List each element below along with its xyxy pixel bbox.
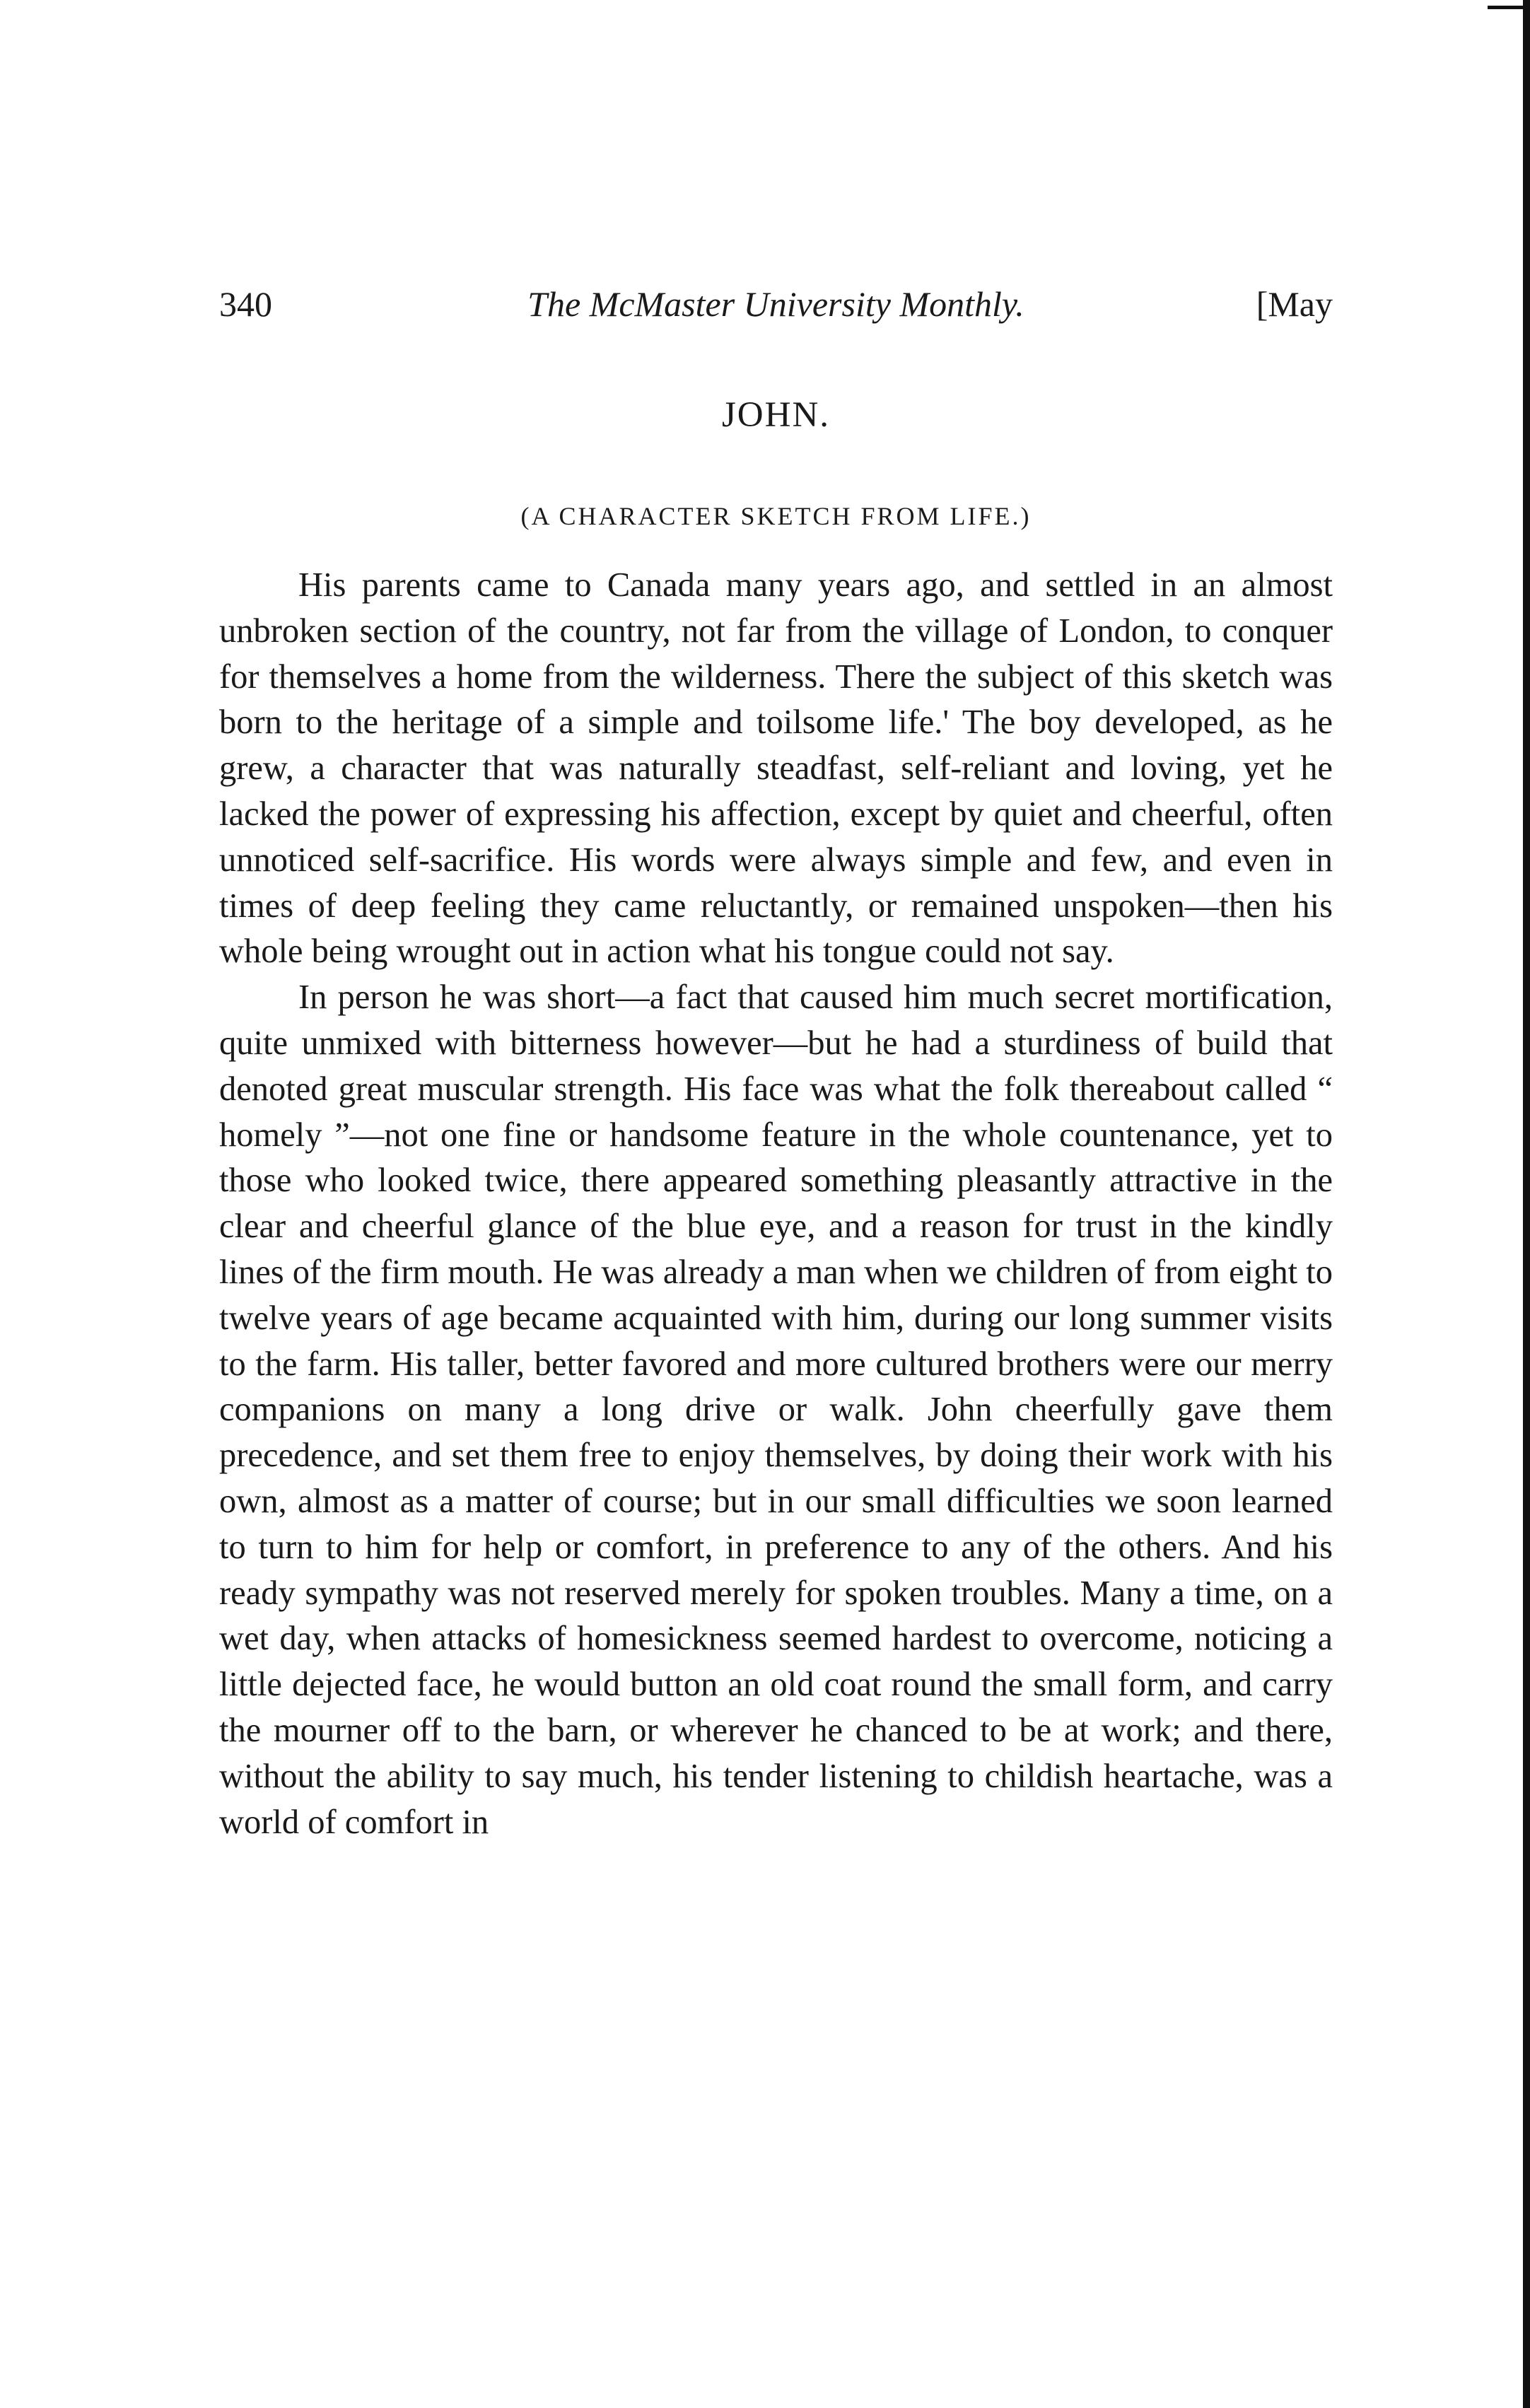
issue-month: [May (1256, 284, 1333, 324)
paragraph-1: His parents came to Canada many years ago, and settled in an almost unbroken section of the country, not far from the village of London, to conquer for themselves a home from the wilderness. There the subject of this sketch was born to the heritage of a simple and toilsome life.' The boy developed, as he grew, a character that was naturally steadfast, self-reliant and loving, yet he lacked the power of expressing his affection, except by quiet and cheerful, often unnoticed self-sacrifice. His words were always simple and few, and even in times of deep feeling they came reluctantly, or remained unspoken—then his whole being wrought out in action what his tongue could not say. (219, 566, 1333, 971)
scan-edge-line (1523, 0, 1530, 2408)
page-number: 340 (219, 284, 272, 324)
article-body (219, 563, 1333, 1845)
article-subtitle: (A CHARACTER SKETCH FROM LIFE.) (520, 502, 1032, 530)
paragraph-2: In person he was short—a fact that caused him much secret mortification, quite unmixed with bitterness however—but he had a sturdiness of build that denoted great muscular strength. His face was what the folk thereabout called “ homely ”—not one fine or handsome feature in the whole countenance, yet to those who looked twice, there appeared something pleasantly attractive in the clear and cheerful glance of the blue eye, and a reason for trust in the kindly lines of the firm mouth. He was already a man when we children of from eight to twelve years of age became acquainted with him, during our long summer visits to the farm. His taller, better favored and more cultured brothers were our merry companions on many a long drive or walk. John cheerfully gave them precedence, and set them free to enjoy themselves, by doing their work with his own, almost as a matter of course; but in our small difficulties we soon learned to turn to him for help or comfort, in preference to any of the others. And his ready sympathy was not reserved merely for spoken troubles. Many a time, on a wet day, when attacks of homesickness seemed hardest to overcome, noticing a little dejected face, he would button an old coat round the small form, and carry the mourner off to the barn, or wherever he chanced to be at work; and there, without the ability to say much, his tender listening to childish heartache, was a world of comfort in (219, 978, 1333, 1841)
running-header (219, 279, 1333, 329)
journal-title: The McMaster University Monthly. (527, 284, 1024, 324)
article-title: JOHN. (721, 395, 831, 435)
scan-edge-mark (1488, 6, 1530, 9)
